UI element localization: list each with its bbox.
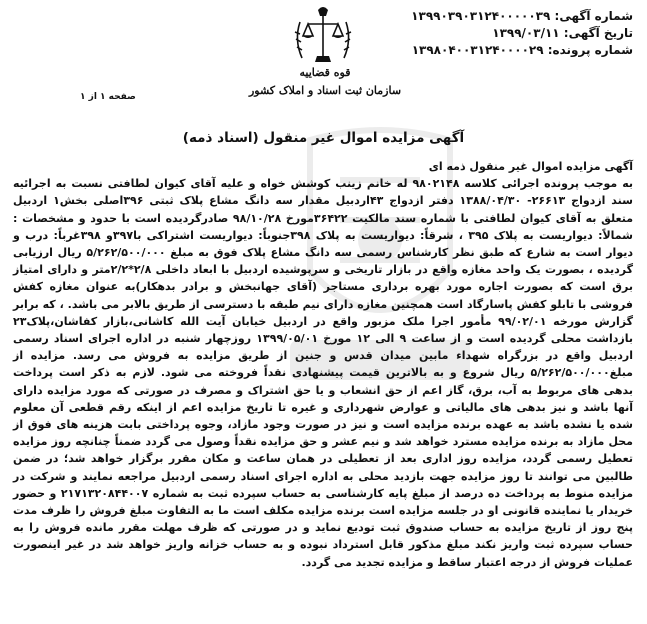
notice-number: شماره آگهی: ۱۳۹۹۰۳۹۰۳۱۲۴۰۰۰۰۰۳۹ [411,9,633,23]
judiciary-emblem-icon [288,4,358,70]
notice-metadata [373,8,633,59]
notice-title: آگهی مزایده اموال غیر منقول (اسناد ذمه) [182,130,465,146]
notice-date: تاریخ آگهی: ۱۳۹۹/۰۳/۱۱ [492,26,633,40]
body-text: به موجب پرونده اجرائی کلاسه ۹۸۰۲۱۴۸ له خانم زینب کوشش خواه و علیه آقای کیوان لطافتی نسبت به اجرائیه سند ازدواج ۲۶۶۱۳- ۱۳۸۸/۰۴/۳۰ دفتر ازدواج ۴۳اردبیل مقدار سه دانگ مشاع پلاک ثبتی ۳۹۶اصلی بخش۱ اردبیل متعلق به آقای کیوان لطافتی با شماره سند مالکیت ۳۶۴۲۲مورخ ۹۸/۱۰/۲۸ صادرگردیده است با حدود و مشخصات : شمالاً: دیواریست به پلاک ۳۹۵ ، شرقاً: دیواریست به پلاک ۳۹۸جنوباً: دیواریست اشتراکی با۳۹۷و ۳۹۸غرباً: درب و دیوار است به شارع که طبق نظر کارشناس رسمی سه دانگ مشاع پلاک فوق به مبلغ ۵/۲۶۲/۵۰۰/۰۰۰ ریال ارزیابی گردیده ، بصورت یک واحد مغازه واقع در بازار تاریخی و سرپوشیده اردبیل با ابعاد داخلی ۲/۸*۲/۲متر و دارای امتیاز برق است که بصورت اجاره مورد بهره برداری مستاجر (آقای جهانبخش و برادر بدهکار)به عنوان مغازه کفش فروشی با تابلو کفش پاسارگاد است همچنین مغازه دارای نیم طبقه با دسترسی از طریق بالابر می باشد. ، که برابر گزارش مورخه ۹۹/۰۲/۰۱ مأمور اجرا ملک مزبور واقع در اردبیل خیابان آیت الله کاشانی،بازار کفاشان،پلاک۲۳ بازداشت محلی گردیده است و از ساعت ۹ الی ۱۲ مورخ ۱۳۹۹/۰۵/۰۱ روزچهار شنبه در اداره اجرای اسناد رسمی اردبیل واقع در بزرگراه شهداء مابین میدان قدس و جنین از طریق مزایده به فروش می رسد. مزایده از مبلغ۵/۲۶۲/۵۰۰/۰۰۰ ریال شروع و به بالاترین قیمت پیشنهادی نقداً فروخته می شود. لازم به ذکر است پرداخت بدهی های مربوط به آب، برق، گاز اعم از حق انشعاب و یا حق اشتراک و مصرف در صورتی که مورد مزایده دارای آنها باشد و نیز بدهی های مالیاتی و عوارض شهرداری و غیره تا تاریخ مزایده اعم از اینکه رقم قطعی آن معلوم شده یا نشده باشد به عهده برنده مزایده است و نیز در صورت وجود مازاد، وجوه پرداختی بابت هزینه های فوق از محل مازاد به برنده مزایده مسترد خواهد شد و نیم عشر و حق مزایده نقداً وصول می گردد ضمناً چنانچه روز مزایده تعطیل رسمی گردد، مزایده روز اداری بعد از تعطیلی در همان ساعت و مکان مقرر برگزار خواهد شد؛ در ضمن طالبین می توانند تا روز مزایده جهت بازدید محلی به اداره اجرای اسناد رسمی اردبیل مراجعه نمایند و شرکت در مزایده منوط به پرداخت ده درصد از مبلغ پایه کارشناسی به حساب سپرده ثبت به شماره ۲۱۷۱۳۲۰۸۴۴۰۰۷ و حضور خریدار یا نماینده قانونی او در جلسه مزایده است برنده مزایده مکلف است ما به التفاوت مبلغ فروش را ظرف مدت پنج روز از تاریخ مزایده به حساب صندوق ثبت تودیع نماید و در صورتی که ظرف مهلت مقرر مانده فروش را به حساب سپرده ثبت واریز نکند مبلغ مذکور قابل استرداد نبوده و به حساب خزانه واریز خواهد شد در غیر اینصورت عملیات فروش از درجه اعتبار ساقط و مزایده تجدید می گردد. [13,177,634,569]
notice-body [13,158,633,571]
body-intro: آگهی مزایده اموال غیر منقول ذمه ای [428,160,633,173]
org-name-judiciary: قوه قضاییه [299,66,351,79]
case-number: شماره پرونده: ۱۳۹۸۰۴۰۰۳۱۲۴۰۰۰۰۲۹ [411,43,633,57]
page-count: صفحه ۱ از ۱ [80,92,136,102]
org-name-registration: سازمان ثبت اسناد و املاک کشور [248,84,402,97]
